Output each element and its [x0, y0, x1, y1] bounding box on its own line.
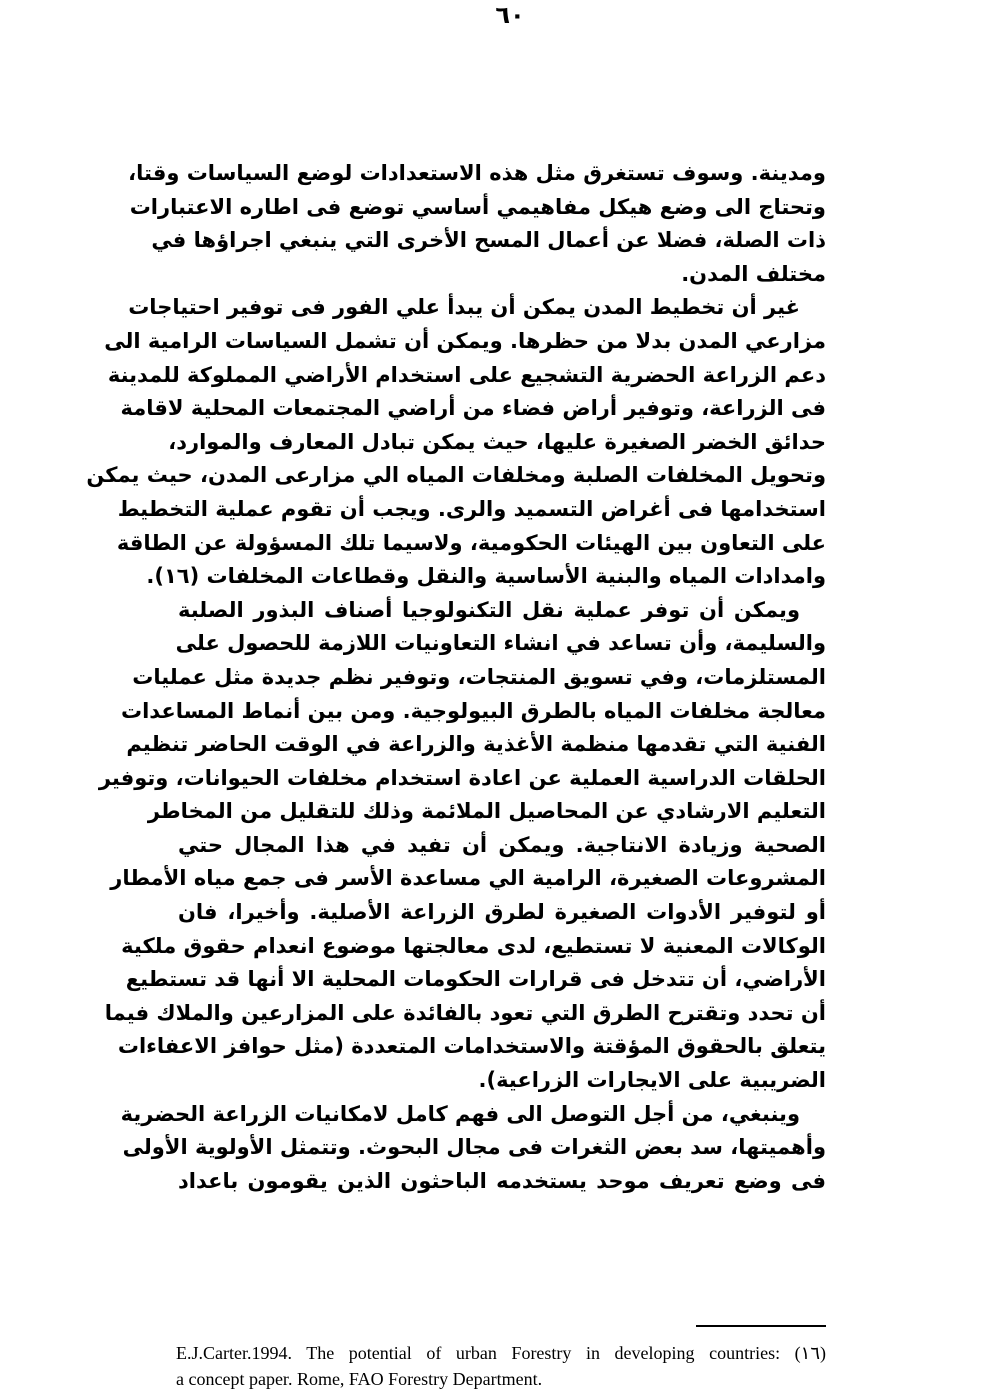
text-line: وتحتاج الى وضع هيكل مفاهيمي أساسي توضع فى اطاره الاعتبارات	[129, 194, 826, 219]
text-line: الضريبية على الايجارات الزراعية).	[478, 1068, 826, 1093]
text-line: الحلقات الدراسية العملية عن اعادة استخدام مخلفات الحيوانات، وتوفير	[98, 765, 826, 790]
text-line: استخدامها فى أغراض التسميد والرى. ويجب أن تقوم عملية التخطيط	[117, 496, 826, 521]
text-line: على التعاون بين الهيئات الحكومية، ولاسيما تلك المسؤولة عن الطاقة	[116, 530, 826, 555]
text-line: حدائق الخضر الصغيرة عليها، حيث يمكن تبادل المعارف والموارد،	[168, 429, 826, 454]
footnote-divider	[696, 1325, 826, 1327]
footnote-marker: (١٦)	[794, 1343, 827, 1363]
text-line: وينبغي، من أجل التوصل الى فهم كامل لامكانيات الزراعة الحضرية	[120, 1101, 800, 1126]
text-line: فى وضع تعريف موحد يستخدمه الباحثون الذين يقومون باعداد	[178, 1168, 826, 1193]
text-line: يتعلق بالحقوق المؤقتة والاستخدامات المتعددة (مثل حوافز الاعفاءات	[117, 1034, 826, 1059]
footnote-line-2: a concept paper. Rome, FAO Forestry Department.	[176, 1369, 543, 1389]
text-line: فى الزراعة، وتوفير أراض فضاء من أراضي المجتمعات المحلية لاقامة	[120, 396, 826, 421]
text-line: أو لتوفير الأدوات الصغيرة لطرق الزراعة الأصلية. وأخيرا، فان	[178, 900, 826, 925]
text-line: الأراضي، أن تتدخل فى قرارات الحكومات المحلية الا أنها قد تستطيع	[125, 967, 826, 992]
text-line: والسليمة، وأن تساعد في انشاء التعاونيات اللازمة للحصول على	[175, 631, 826, 656]
text-line: دعم الزراعة الحضرية التشجيع على استخدام الأراضي المملوكة للمدينة	[107, 362, 826, 387]
text-line: وأهميتها، سد بعض الثغرات فى مجال البحوث. وتتمثل الأولوية الأولى	[122, 1135, 826, 1160]
text-line: مزارعي المدن بدلا من حظرها. ويمكن أن تشمل السياسات الرامية الى	[104, 328, 826, 353]
text-line: الفنية التي تقدمها منظمة الأغذية والزراعة في الوقت الحاضر تنظيم	[126, 732, 826, 757]
text-line: ذات الصلة، فضلا عن أعمال المسح الأخرى التي ينبغي اجراؤها في	[151, 228, 826, 253]
text-line: ومدينة. وسوف تستغرق مثل هذه الاستعدادات لوضع السياسات وقتا،	[128, 161, 826, 185]
page-number: ٦٠	[495, 1, 525, 29]
text-line: الوكالات المعنية لا تستطيع، لدى معالجتها موضوع انعدام حقوق ملكية	[121, 933, 826, 958]
text-line: ويمكن أن توفر عملية نقل التكنولوجيا أصناف البذور الصلبة	[178, 597, 800, 622]
footnote-citation: E.J.Carter.1994. The potential of urban Forestry in developing countries:	[176, 1343, 781, 1363]
text-line: وامدادات المياه والبنية الأساسية والنقل وقطاعات المخلفات (١٦).	[146, 564, 826, 589]
text-line: معالجة مخلفات المياه بالطرق البيولوجية. ومن بين أنماط المساعدات	[121, 698, 826, 723]
text-line: مختلف المدن.	[681, 261, 826, 286]
footnote-line-1	[176, 1340, 826, 1366]
text-line: المشروعات الصغيرة، الرامية الي مساعدة الأسر فى جمع مياه الأمطار	[110, 866, 826, 891]
body-text	[86, 157, 826, 1198]
text-line: المستلزمات، وفي تسويق المنتجات، وتوفير نظم جديدة مثل عمليات	[132, 664, 826, 689]
text-line: غير أن تخطيط المدن يمكن أن يبدأ علي الفور فى توفير احتياجات	[128, 295, 800, 320]
text-line: التعليم الارشادي عن المحاصيل الملائمة وذلك للتقليل من المخاطر	[147, 799, 826, 824]
text-line: أن تحدد وتقترح الطرق التي تعود بالفائدة على المزارعين والملاك فيما	[104, 1000, 826, 1025]
text-line: وتحويل المخلفات الصلبة ومخلفات المياه الي مزارعى المدن، حيث يمكن	[86, 463, 826, 488]
footnote	[176, 1340, 826, 1392]
text-line: الصحية وزيادة الانتاجية. ويمكن أن تفيد في هذا المجال حتي	[178, 832, 826, 857]
